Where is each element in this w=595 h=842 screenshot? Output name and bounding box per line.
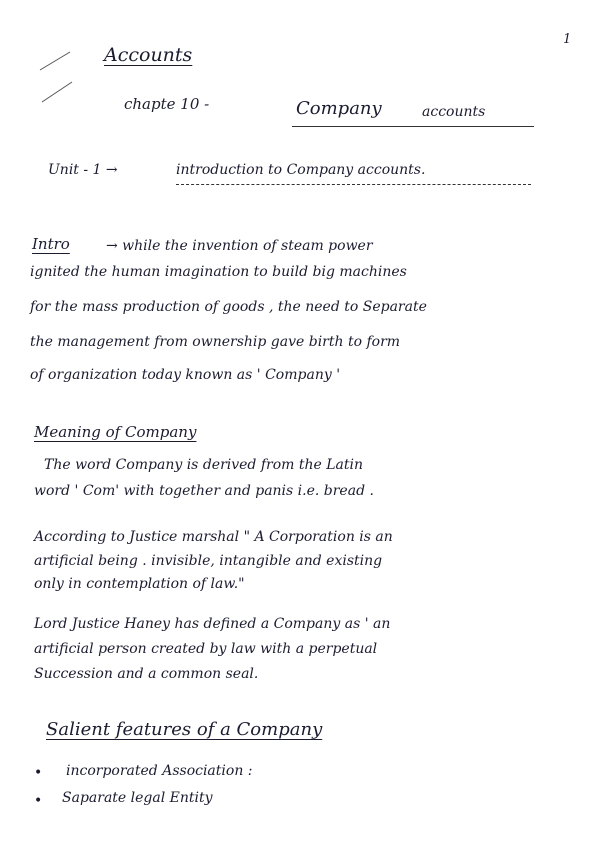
chapter-title-2: accounts: [422, 104, 486, 120]
chapter-label: chapte 10 -: [124, 95, 210, 113]
intro-line-5: of organization today known as ' Company ': [30, 367, 341, 383]
marshal-line-1: According to Justice marshal " A Corporation is an: [34, 529, 393, 545]
haney-line-2: artificial person created by law with a perpetual: [34, 641, 378, 657]
haney-line-3: Succession and a common seal.: [34, 666, 259, 682]
marshal-line-2: artificial being . invisible, intangible and existing: [34, 553, 383, 569]
features-heading: Salient features of a Company: [46, 719, 323, 740]
intro-line-4: the management from ownership gave birth to form: [30, 334, 401, 350]
bullet-dot-1: •: [34, 765, 43, 781]
intro-line-1: → while the invention of steam power: [106, 238, 373, 254]
bullet-dot-2: •: [34, 793, 43, 809]
intro-line-2: ignited the human imagination to build big machines: [30, 264, 407, 280]
unit-title: introduction to Company accounts.: [176, 162, 426, 178]
chapter-title: Company: [296, 98, 382, 119]
unit-underline: [176, 184, 531, 185]
marshal-line-3: only in contemplation of law.": [34, 576, 245, 592]
feature-item-2: Saparate legal Entity: [62, 790, 213, 806]
meaning-heading: Meaning of Company: [34, 423, 197, 441]
intro-line-3: for the mass production of goods , the need to Separate: [30, 299, 427, 315]
unit-label: Unit - 1 →: [48, 162, 118, 178]
feature-item-1: incorporated Association :: [66, 763, 253, 779]
haney-line-1: Lord Justice Haney has defined a Company as ' an: [34, 616, 391, 632]
page-title: Accounts: [104, 44, 193, 66]
chapter-underline: [292, 126, 534, 127]
page-number: 1: [563, 32, 572, 47]
meaning-line-1: The word Company is derived from the Latin: [44, 457, 364, 473]
meaning-line-2: word ' Com' with together and panis i.e. bread .: [34, 483, 374, 499]
intro-heading: Intro: [32, 235, 70, 253]
corner-slash-marks: [34, 30, 94, 110]
